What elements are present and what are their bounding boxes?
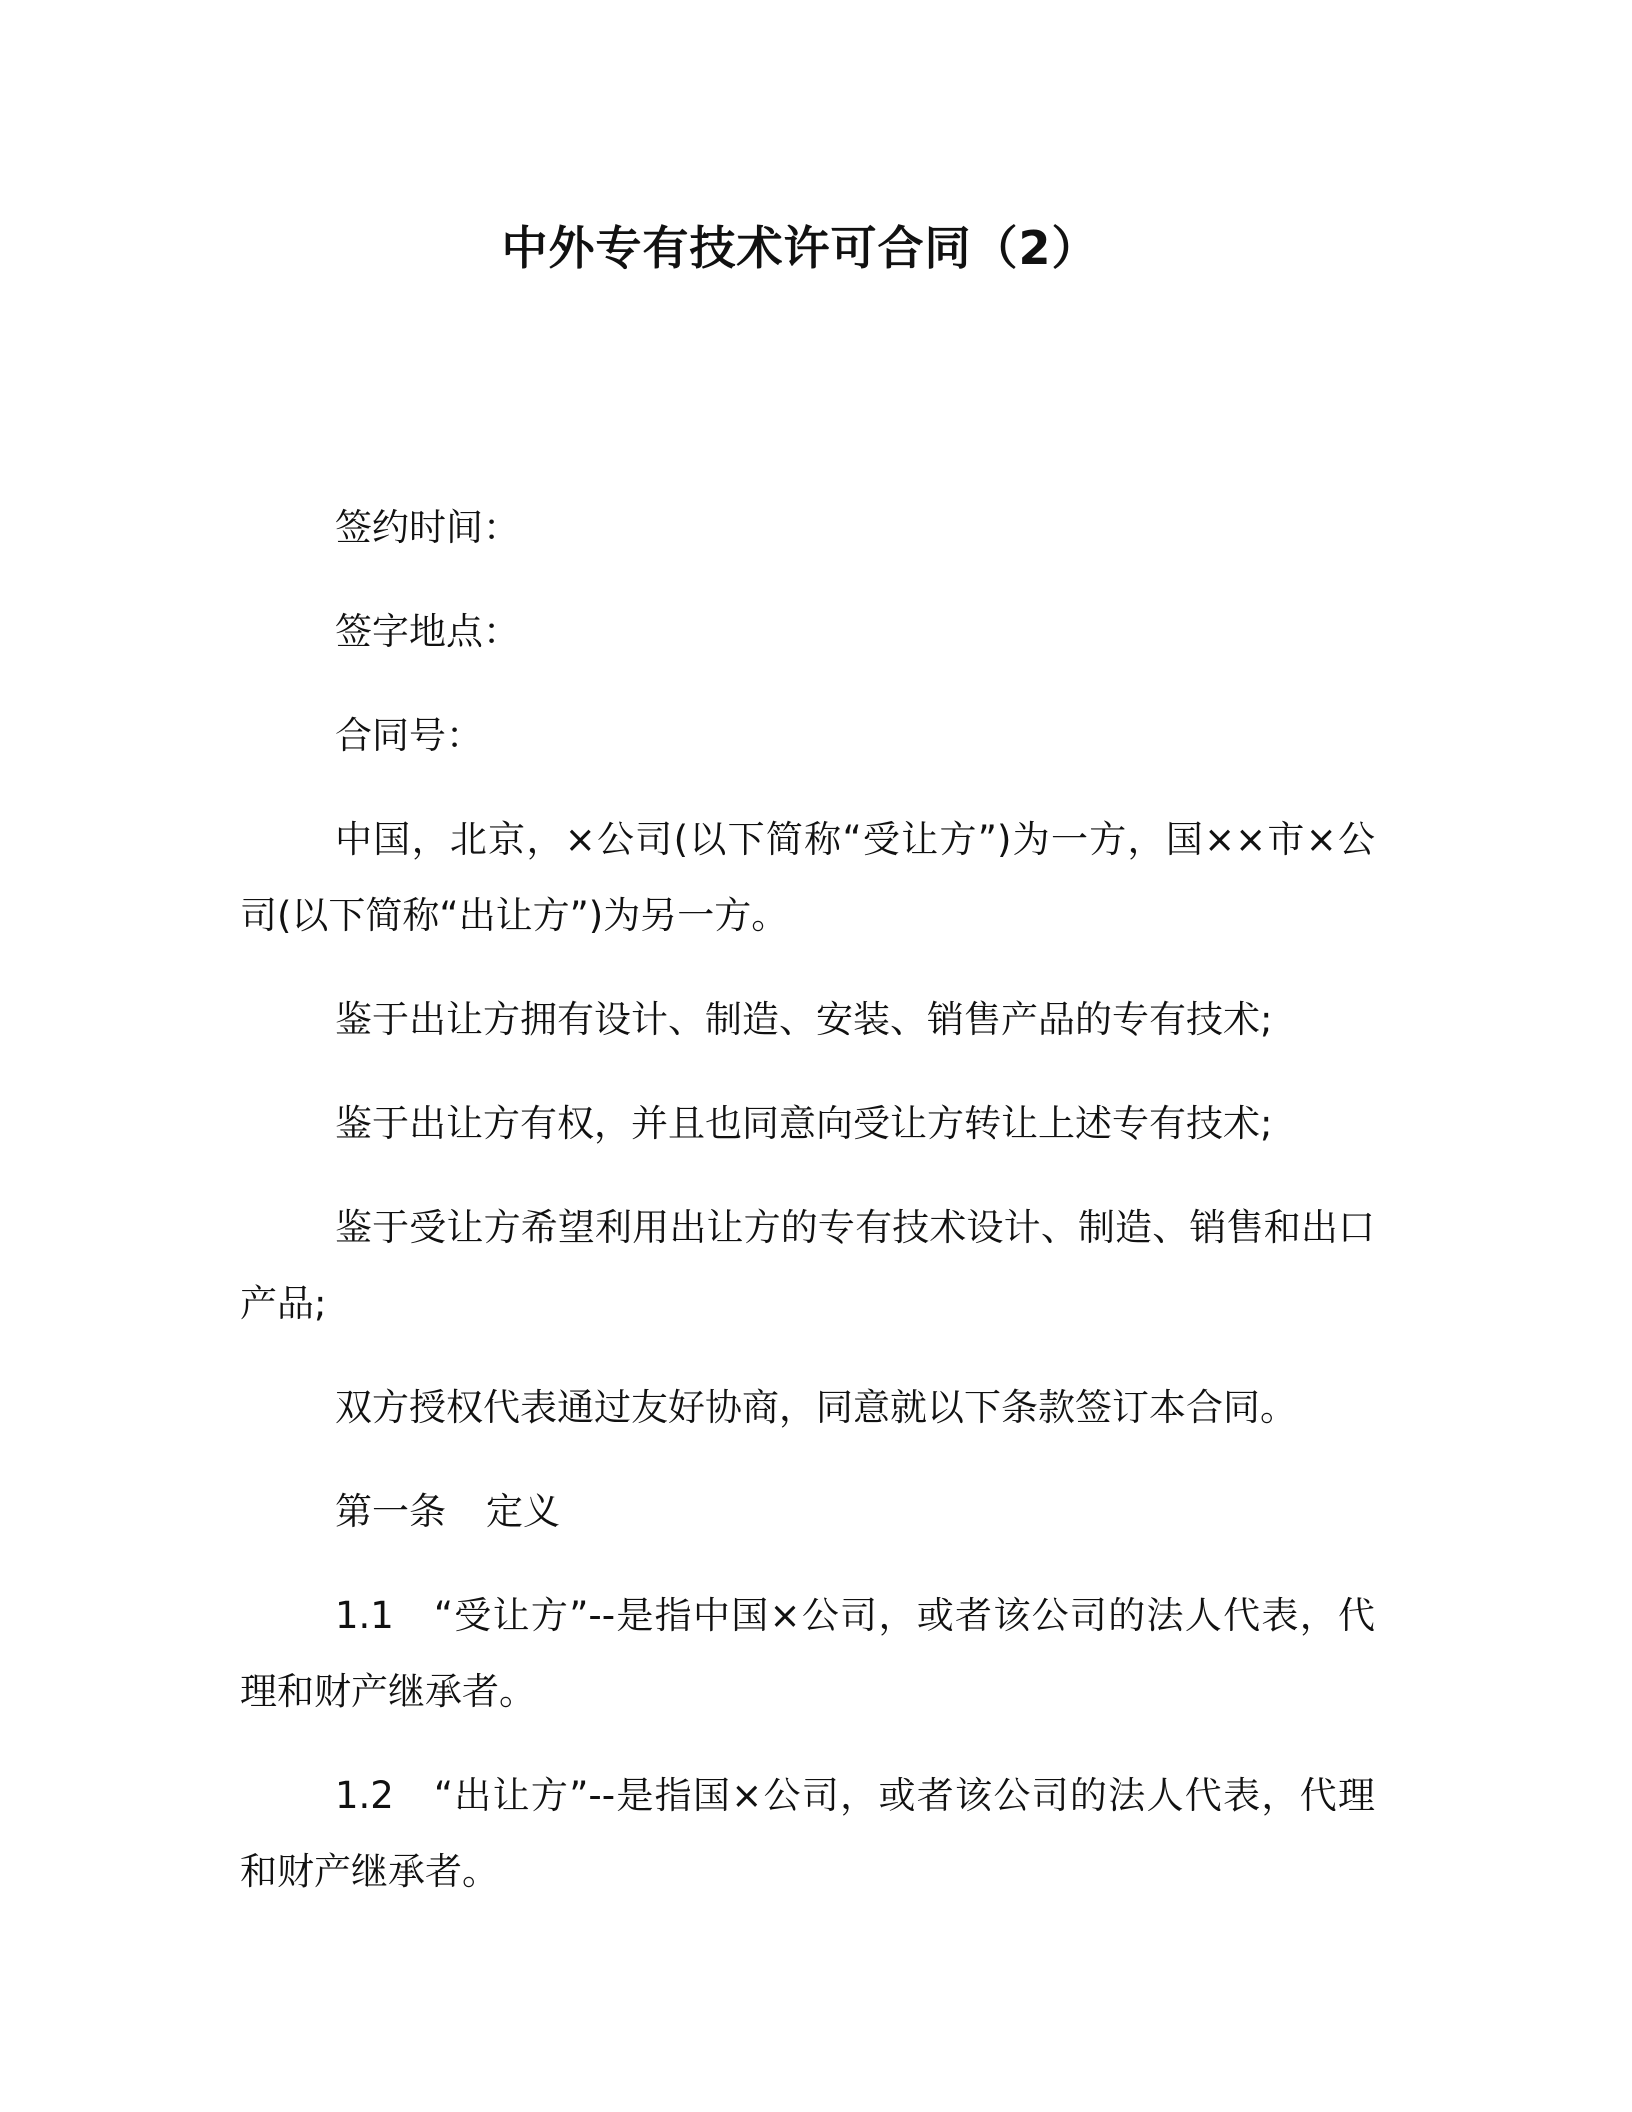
- document-body: [240, 490, 1375, 1938]
- agreement-paragraph: 双方授权代表通过友好协商，同意就以下条款签订本合同。: [335, 1386, 1297, 1429]
- recital-2: 鉴于出让方有权，并且也同意向受让方转让上述专有技术;: [335, 1102, 1273, 1145]
- clause-number: 1.1: [335, 1594, 394, 1637]
- clause-text: “出让方”--是指国×公司，或者该公司的法人代表，代理和财产继承者。: [240, 1774, 1375, 1893]
- clause-text: “受让方”--是指中国×公司，或者该公司的法人代表，代理和财产继承者。: [240, 1594, 1375, 1713]
- signing-time-line: 签约时间：: [335, 506, 520, 549]
- recital-3: 鉴于受让方希望利用出让方的专有技术设计、制造、销售和出口产品;: [240, 1206, 1375, 1325]
- article-title: 定义: [486, 1490, 560, 1533]
- article-number: 第一条: [335, 1490, 446, 1533]
- article-1-heading: [240, 1474, 1375, 1550]
- recital-1: 鉴于出让方拥有设计、制造、安装、销售产品的专有技术;: [335, 998, 1273, 1041]
- clause-1-1: [240, 1578, 1375, 1730]
- contract-number-line: 合同号：: [335, 714, 483, 757]
- clause-number: 1.2: [335, 1774, 394, 1817]
- parties-paragraph: 中国，北京，×公司(以下简称“受让方”)为一方，国××市×公司(以下简称“出让方”)为另一方。: [240, 818, 1375, 937]
- signing-place-line: 签字地点：: [335, 610, 520, 653]
- document-title: 中外专有技术许可合同（2）: [501, 221, 1099, 275]
- clause-1-2: [240, 1758, 1375, 1910]
